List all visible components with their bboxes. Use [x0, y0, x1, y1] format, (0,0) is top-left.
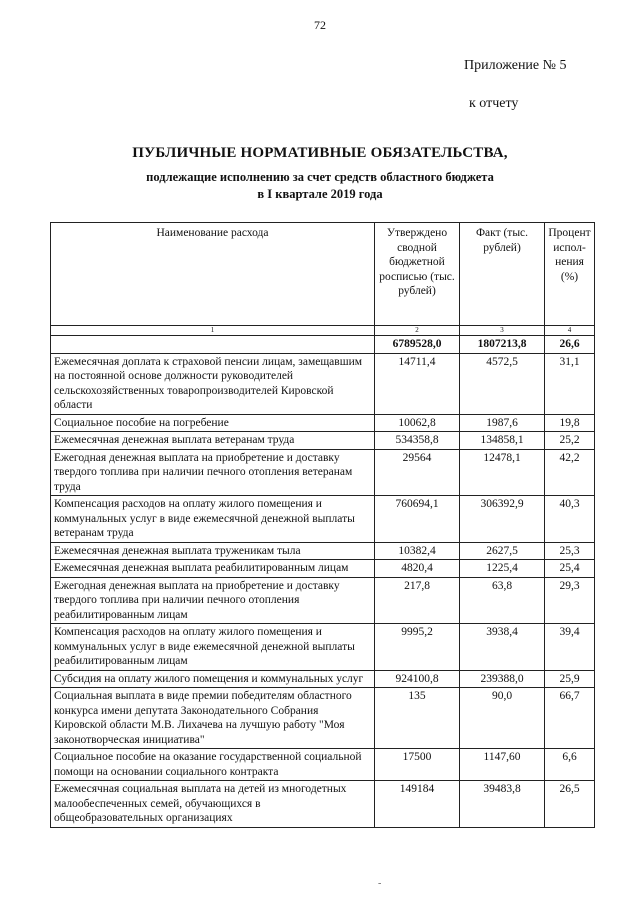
approved-cell: 10062,8: [375, 414, 460, 432]
fact-cell: 1225,4: [460, 560, 545, 578]
approved-cell: 135: [375, 688, 460, 749]
obligations-table: [50, 222, 595, 828]
header-approved: Утверждено сводной бюджетной росписью (тыс. рублей): [375, 223, 460, 326]
table-row: [51, 496, 595, 543]
table-row: [51, 688, 595, 749]
expense-name-cell: Ежемесячная социальная выплата на детей из многодетных малообеспеченных семей, обучающихся в общеобразовательных организациях: [51, 781, 375, 828]
fact-cell: 2627,5: [460, 542, 545, 560]
total-percent: 26,6: [545, 336, 595, 354]
percent-cell: 25,3: [545, 542, 595, 560]
expense-name-cell: Ежегодная денежная выплата на приобретение и доставку твердого топлива при наличии печного отопления реабилитированным лицам: [51, 577, 375, 624]
table-row: [51, 542, 595, 560]
document-subtitle-line2: в I квартале 2019 года: [257, 187, 383, 201]
expense-name-cell: Ежемесячная доплата к страховой пенсии лицам, замещавшим на постоянной основе должности руководителей сельскохозяйственных товаропроизводителей Кировской области: [51, 353, 375, 414]
approved-cell: 14711,4: [375, 353, 460, 414]
fact-cell: 239388,0: [460, 670, 545, 688]
percent-cell: 29,3: [545, 577, 595, 624]
percent-cell: 66,7: [545, 688, 595, 749]
expense-name-cell: Ежемесячная денежная выплата труженикам тыла: [51, 542, 375, 560]
table-row: [51, 449, 595, 496]
expense-name-cell: Компенсация расходов на оплату жилого помещения и коммунальных услуг в виде ежемесячной денежной выплаты ветеранам труда: [51, 496, 375, 543]
expense-name-cell: Социальное пособие на погребение: [51, 414, 375, 432]
percent-cell: 39,4: [545, 624, 595, 671]
percent-cell: 31,1: [545, 353, 595, 414]
fact-cell: 90,0: [460, 688, 545, 749]
percent-cell: 6,6: [545, 749, 595, 781]
table-row: [51, 624, 595, 671]
table-header-row: [51, 223, 595, 326]
expense-name-cell: Ежемесячная денежная выплата ветеранам труда: [51, 432, 375, 450]
document-title: ПУБЛИЧНЫЕ НОРМАТИВНЫЕ ОБЯЗАТЕЛЬСТВА,: [132, 145, 508, 161]
percent-cell: 26,5: [545, 781, 595, 828]
fact-cell: 1987,6: [460, 414, 545, 432]
table-row: [51, 577, 595, 624]
header-fact: Факт (тыс. рублей): [460, 223, 545, 326]
percent-cell: 19,8: [545, 414, 595, 432]
fact-cell: 4572,5: [460, 353, 545, 414]
percent-cell: 40,3: [545, 496, 595, 543]
expense-name-cell: Ежегодная денежная выплата на приобретение и доставку твердого топлива при наличии печного отопления ветеранам труда: [51, 449, 375, 496]
to-report-label: к отчету: [469, 96, 519, 111]
table-row: [51, 670, 595, 688]
document-subtitle-line1: подлежащие исполнению за счет средств областного бюджета: [146, 170, 494, 184]
approved-cell: 534358,8: [375, 432, 460, 450]
column-number: 3: [460, 326, 545, 336]
expense-name-cell: Компенсация расходов на оплату жилого помещения и коммунальных услуг в виде ежемесячной денежной выплаты реабилитированным лицам: [51, 624, 375, 671]
fact-cell: 1147,60: [460, 749, 545, 781]
approved-cell: 217,8: [375, 577, 460, 624]
fact-cell: 12478,1: [460, 449, 545, 496]
page-number: 72: [314, 18, 326, 32]
total-row: [51, 336, 595, 354]
percent-cell: 25,2: [545, 432, 595, 450]
approved-cell: 10382,4: [375, 542, 460, 560]
total-fact: 1807213,8: [460, 336, 545, 354]
column-number: 2: [375, 326, 460, 336]
fact-cell: 63,8: [460, 577, 545, 624]
approved-cell: 4820,4: [375, 560, 460, 578]
approved-cell: 760694,1: [375, 496, 460, 543]
approved-cell: 17500: [375, 749, 460, 781]
column-number-row: [51, 326, 595, 336]
approved-cell: 29564: [375, 449, 460, 496]
header-expense-name: Наименование расхода: [51, 223, 375, 326]
table-row: [51, 432, 595, 450]
fact-cell: 134858,1: [460, 432, 545, 450]
column-number: 4: [545, 326, 595, 336]
expense-name-cell: Ежемесячная денежная выплата реабилитированным лицам: [51, 560, 375, 578]
total-approved: 6789528,0: [375, 336, 460, 354]
total-label: [51, 336, 375, 354]
fact-cell: 306392,9: [460, 496, 545, 543]
table-row: [51, 414, 595, 432]
approved-cell: 924100,8: [375, 670, 460, 688]
approved-cell: 149184: [375, 781, 460, 828]
table-row: [51, 781, 595, 828]
percent-cell: 25,9: [545, 670, 595, 688]
expense-name-cell: Социальное пособие на оказание государственной социальной помощи на основании социального контракта: [51, 749, 375, 781]
scan-mark: -: [378, 878, 382, 889]
approved-cell: 9995,2: [375, 624, 460, 671]
expense-name-cell: Субсидия на оплату жилого помещения и коммунальных услуг: [51, 670, 375, 688]
fact-cell: 3938,4: [460, 624, 545, 671]
table-row: [51, 749, 595, 781]
table-row: [51, 560, 595, 578]
column-number: 1: [51, 326, 375, 336]
appendix-label: Приложение № 5: [464, 58, 567, 73]
table-row: [51, 353, 595, 414]
expense-name-cell: Социальная выплата в виде премии победителям областного конкурса имени депутата Законодательного Собрания Кировской области М.В. Лихачева на лучшую работу "Моя законотворческая инициатива": [51, 688, 375, 749]
fact-cell: 39483,8: [460, 781, 545, 828]
header-percent: Процент испол-нения (%): [545, 223, 595, 326]
percent-cell: 25,4: [545, 560, 595, 578]
percent-cell: 42,2: [545, 449, 595, 496]
